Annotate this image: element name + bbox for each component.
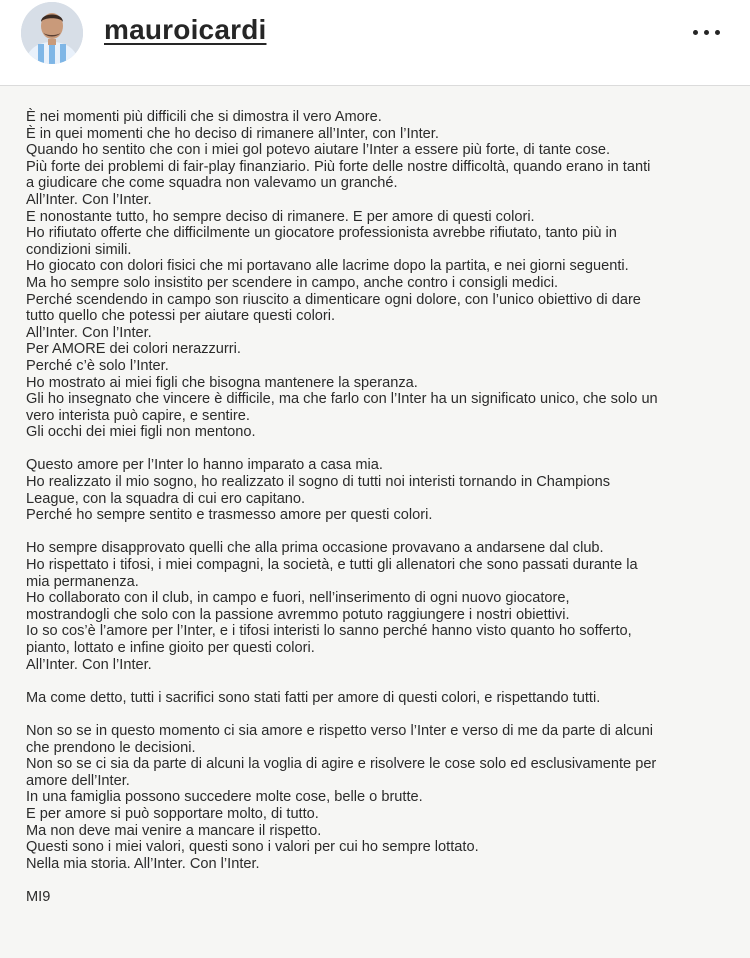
more-dot-icon — [693, 30, 698, 35]
profile-avatar-icon[interactable] — [21, 2, 83, 64]
letter-paragraph — [26, 109, 738, 441]
letter-line: Ho giocato con dolori fisici che mi portavano alle lacrime dopo la partita, e nei giorni seguenti. — [26, 258, 629, 275]
letter-line: Perché ho sempre sentito e trasmesso amore per questi colori. — [26, 507, 433, 524]
letter-line: Non so se ci sia da parte di alcuni la voglia di agire e risolvere le cose solo ed esclusivamente per — [26, 756, 657, 773]
letter-line: Ho sempre disapprovato quelli che alla prima occasione provavano a andarsene dal club. — [26, 540, 604, 557]
letter-line: È nei momenti più difficili che si dimostra il vero Amore. — [26, 109, 382, 125]
letter-line: Non so se in questo momento ci sia amore e rispetto verso l’Inter e verso di me da parte di alcuni — [26, 722, 654, 739]
letter-line: Nella mia storia. All’Inter. Con l’Inter. — [26, 855, 260, 872]
letter-line: Ho mostrato ai miei figli che bisogna mantenere la speranza. — [26, 374, 418, 391]
letter-line: Gli ho insegnato che vincere è difficile, ma che farlo con l’Inter ha un significato unico, che solo un — [26, 391, 658, 408]
letter-paragraph — [26, 723, 738, 872]
letter-line: E per amore si può sopportare molto, di tutto. — [26, 805, 319, 822]
letter-line: condizioni simili. — [26, 241, 132, 258]
letter-line: mia permanenza. — [26, 573, 139, 590]
letter-line: pianto, lottato e infine gioito per questi colori. — [26, 640, 315, 656]
letter-paragraph — [26, 457, 738, 523]
letter-line: È in quei momenti che ho deciso di rimanere all’Inter, con l’Inter. — [26, 125, 439, 142]
letter-line: Ho collaborato con il club, in campo e fuori, nell’inserimento di ogni nuovo giocatore, — [26, 590, 570, 607]
letter-paragraph — [26, 690, 738, 707]
letter-line: In una famiglia possono succedere molte cose, belle o brutte. — [26, 789, 423, 806]
letter-line: Ma come detto, tutti i sacrifici sono stati fatti per amore di questi colori, e rispettando tutti. — [26, 689, 601, 706]
letter-line: All’Inter. Con l’Inter. — [26, 191, 152, 208]
letter-line: a giudicare che come squadra non valevamo un granché. — [26, 175, 398, 192]
letter-line: Ho rispettato i tifosi, i miei compagni, la società, e tutti gli allenatori che sono passati durante la — [26, 557, 638, 574]
more-options-icon[interactable] — [686, 20, 726, 44]
letter-paragraph — [26, 540, 738, 673]
letter-line: MI9 — [26, 888, 51, 905]
letter-line: tutto quello che potessi per aiutare questi colori. — [26, 308, 336, 325]
letter-line: Perché scendendo in campo son riuscito a dimenticare ogni dolore, con l’unico obiettivo di dare — [26, 291, 641, 308]
letter-line: Questo amore per l’Inter lo hanno imparato a casa mia. — [26, 457, 383, 474]
letter-line: League, con la squadra di cui ero capitano. — [26, 490, 306, 507]
letter-line: amore dell’Inter. — [26, 772, 130, 789]
letter-line: Io so cos’è l’amore per l’Inter, e i tifosi interisti lo sanno perché hanno visto quanto ho sofferto, — [26, 623, 632, 640]
letter-line: Per AMORE dei colori nerazzurri. — [26, 341, 241, 358]
letter-line: Ma non deve mai venire a mancare il rispetto. — [26, 822, 322, 839]
letter-line: All’Inter. Con l’Inter. — [26, 656, 152, 673]
letter-line: E nonostante tutto, ho sempre deciso di rimanere. E per amore di questi colori. — [26, 208, 535, 225]
letter-line: mostrandogli che solo con la passione avremmo potuto raggiungere i nostri obiettivi. — [26, 606, 570, 623]
letter-line: Più forte dei problemi di fair-play finanziario. Più forte delle nostre difficoltà, quando erano in tanti — [26, 158, 651, 175]
letter-line: che prendono le decisioni. — [26, 739, 196, 756]
letter-line: All’Inter. Con l’Inter. — [26, 324, 152, 341]
letter-line: Quando ho sentito che con i miei gol potevo aiutare l’Inter a essere più forte, di tante cose. — [26, 142, 611, 159]
post-image — [0, 86, 750, 958]
letter-line: Ho realizzato il mio sogno, ho realizzato il sogno di tutti noi interisti tornando in Champions — [26, 474, 611, 491]
letter-line: Questi sono i miei valori, questi sono i valori per cui ho sempre lottato. — [26, 839, 479, 856]
letter-line: Perché c’è solo l’Inter. — [26, 357, 169, 374]
post-header — [0, 0, 750, 86]
letter-line: Ho rifiutato offerte che difficilmente un giocatore professionista avrebbe rifiutato, tanto più in — [26, 225, 617, 242]
more-dot-icon — [704, 30, 709, 35]
letter-line: Ma ho sempre solo insistito per scendere in campo, anche contro i consigli medici. — [26, 274, 559, 291]
more-dot-icon — [715, 30, 720, 35]
letter-paragraph — [26, 889, 738, 906]
username-link[interactable]: mauroicardi — [104, 14, 267, 45]
letter-line: Gli occhi dei miei figli non mentono. — [26, 424, 256, 441]
letter-line: vero interista può capire, e sentire. — [26, 407, 250, 424]
letter-text — [26, 109, 738, 906]
